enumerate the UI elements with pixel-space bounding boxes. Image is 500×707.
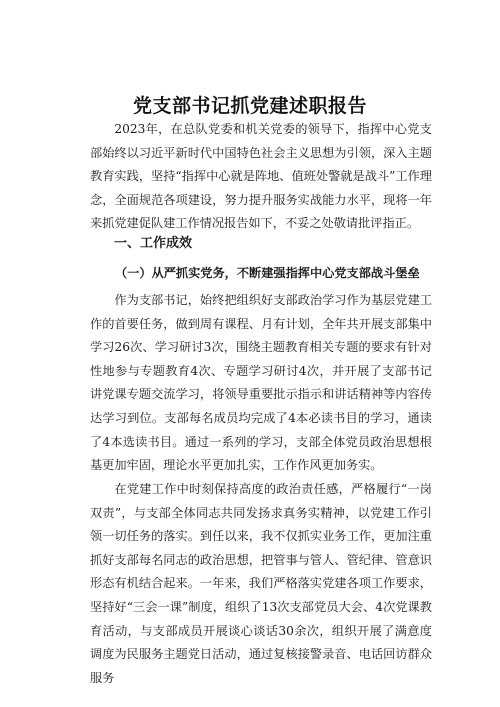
intro-paragraph: 2023年，在总队党委和机关党委的领导下，指挥中心党支部始终以习近平新时代中国特色社会主义思想为引领，深入主题教育实践，坚持“指挥中心就是阵地、值班处警就是战斗”工作理念，全面规范各项建设，努力提升服务实战能力水平，现将一年来抓党建促队建工作情况报告如下，不妥之处敬请批评指正。 [90, 122, 432, 231]
subsection-heading: （一）从严抓实党务，不断建强指挥中心党支部战斗堡垒 [115, 266, 420, 280]
section-heading: 一、工作成效 [114, 236, 193, 251]
body-paragraph-2: 在党建工作中时刻保持高度的政治责任感，严格履行“一岗双责”，与支部全体同志共同发扬求真务实精神，以党建工作引领一切任务的落实。到任以来，我不仅抓实业务工作，更加注重抓好支部每名同志的政治思想，把管事与管人、管纪律、管意识形态有机结合起来。一年来，我们严格落实党建各项工作要求，坚持好“三会一课”制度，组织了13次支部党员大会、4次党课教育活动，与支部成员开展谈心谈话30余次，组织开展了满意度调度为民服务主题党日活动，通过复核接警录音、电话回访群众服务 [90, 482, 432, 685]
body-paragraph-1: 作为支部书记，始终把组织好支部政治学习作为基层党建工作的首要任务，做到周有课程、月有计划，全年共开展支部集中学习26次、学习研讨3次，围绕主题教育相关专题的要求有针对性地参与专题教育4次、专题学习研讨4次，并开展了支部书记讲党课专题交流学习，将领导重要批示指示和讲话精神等内容传达学习到位。支部每名成员均完成了4本必读书目的学习，通读了4本选读书目。通过一系列的学习，支部全体党员政治思想根基更加牢固，理论水平更加扎实，工作作风更加务实。 [90, 293, 432, 473]
document-title: 党支部书记抓党建述职报告 [132, 95, 367, 117]
